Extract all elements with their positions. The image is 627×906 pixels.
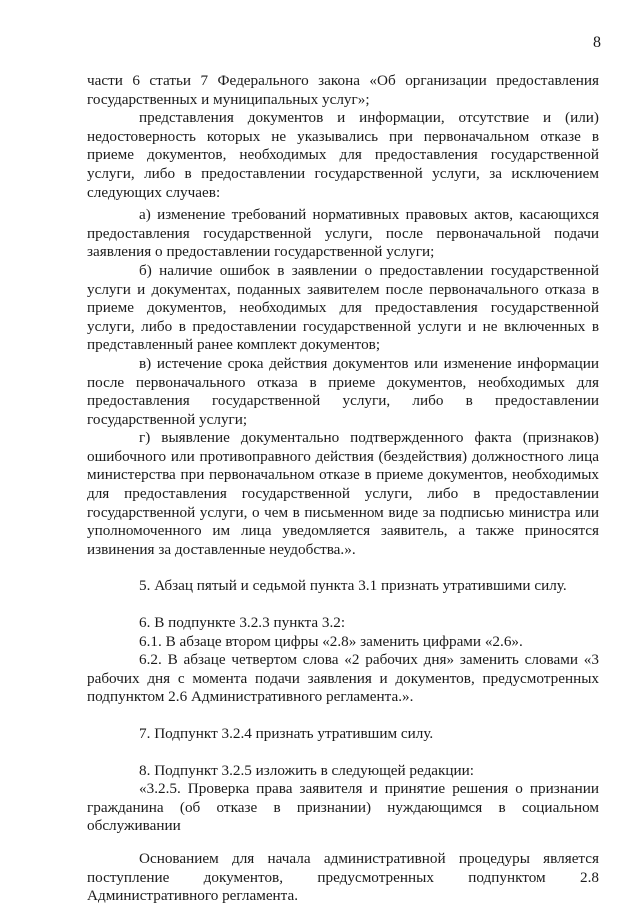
paragraph-item-b: б) наличие ошибок в заявлении о предоставлении государственной услуги и документах, поданных заявителем после первоначального отказа в приеме документов, необходимых для предоставления государственной услуги, либо в предоставлении государственной услуги и не включенных в представленный ранее комплект документов; xyxy=(87,261,599,354)
page-number: 8 xyxy=(593,34,601,51)
paragraph-item-8: 8. Подпункт 3.2.5 изложить в следующей редакции: xyxy=(139,761,475,779)
paragraph-item-g: г) выявление документально подтвержденного факта (признаков) ошибочного или противоправного действия (бездействия) должностного лица министерства при первоначальном отказе в приеме документов, необходимых для предоставления государственной услуги, либо в предоставлении государственной услуги, о чем в письменном виде за подписью министра или уполномоченного им лица уведомляется заявитель, а также приносятся извинения за доставленные неудобства.». xyxy=(87,429,599,558)
paragraph-documents-info: представления документов и информации, отсутствие и (или) недостоверность которых не указывались при первоначальном отказе в приеме документов, необходимых для предоставления государственной услуги, либо в предоставлении государственной услуги, за исключением следующих случаев: xyxy=(87,109,599,201)
document-body xyxy=(87,72,599,906)
paragraph-item-7: 7. Подпункт 3.2.4 признать утратившим силу. xyxy=(139,725,434,742)
paragraph-item-6-2: 6.2. В абзаце четвертом слова «2 рабочих дня» заменить словами «3 рабочих дня с момента подачи заявления и документов, предусмотренных подпунктом 2.6 Административного регламента.». xyxy=(87,651,599,706)
paragraph-item-6: 6. В подпункте 3.2.3 пункта 3.2: xyxy=(139,614,346,632)
paragraph-item-a: а) изменение требований нормативных правовых актов, касающихся предоставления государственной услуги, после первоначальной подачи заявления о предоставлении государственной услуги; xyxy=(87,206,599,261)
paragraph-item-3-2-5: «3.2.5. Проверка права заявителя и принятие решения о признании гражданина (об отказе в признании) нуждающимся в социальном обслуживании xyxy=(87,780,599,835)
paragraph-item-6-1: 6.1. В абзаце втором цифры «2.8» заменить цифрами «2.6». xyxy=(139,632,523,650)
paragraph-item-5: 5. Абзац пятый и седьмой пункта 3.1 признать утратившими силу. xyxy=(139,577,567,595)
paragraph-item-v: в) истечение срока действия документов или изменение информации после первоначального отказа в приеме документов, необходимых для предоставления государственной услуги, либо в предоставлении государственной услуги; xyxy=(87,354,599,428)
paragraph-federal-law: части 6 статьи 7 Федерального закона «Об организации предоставления государственных и муниципальных услуг»; xyxy=(87,72,599,108)
paragraph-basis: Основанием для начала административной процедуры является поступление документов, предусмотренных подпунктом 2.8 Административного регламента. xyxy=(87,849,599,905)
